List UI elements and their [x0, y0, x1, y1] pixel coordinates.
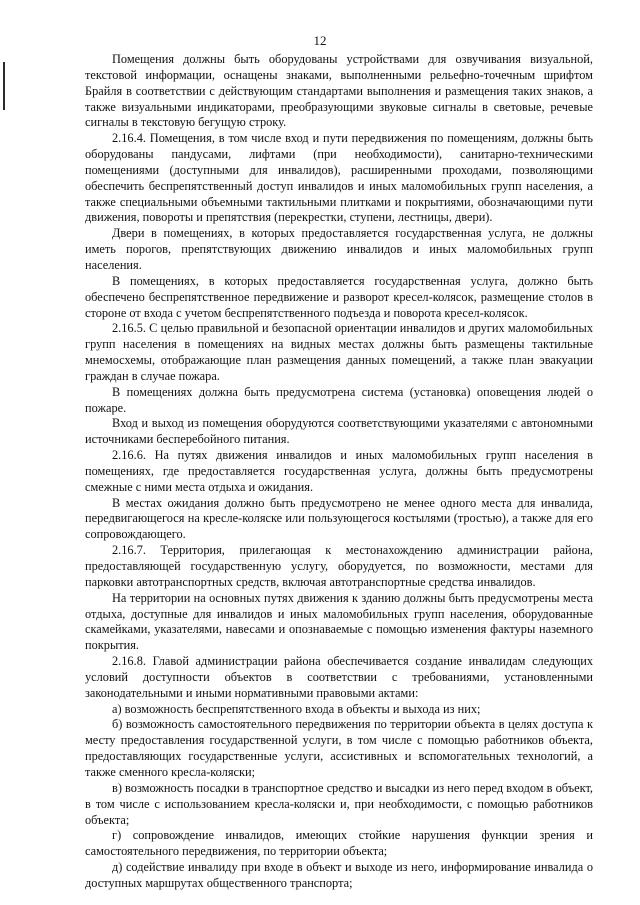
page-number: 12: [313, 33, 327, 48]
list-item-v: в) возможность посадки в транспортное средство и высадки из него перед входом в объект, в том числе с использованием кресла-коляски и, при необходимости, с помощью работников объекта;: [85, 780, 593, 827]
paragraph-2-16-4: 2.16.4. Помещения, в том числе вход и пути передвижения по помещениям, должны быть оборудованы пандусами, лифтами (при необходимости), санитарно-техническими помещениями (доступными для инвалидов), расширенными проходами, позволяющими обеспечить беспрепятственный доступ инвалидов и иных маломобильных групп населения, а также специальными объемными тактильными плитками и покрытиями, обозначающими пути движения, повороты и препятствия (перекрестки, ступени, лестницы, двери).: [85, 131, 593, 225]
list-item-a: а) возможность беспрепятственного входа в объекты и выхода из них;: [112, 701, 481, 716]
list-item-d: д) содействие инвалиду при входе в объект и выходе из него, информирование инвалида о доступных маршрутах общественного транспорта;: [85, 860, 593, 890]
list-item-b: б) возможность самостоятельного передвижения по территории объекта в целях доступа к месту предоставления государственной услуги, в том числе с помощью работников объекта, предоставляющих государственные услуги, ассистивных и вспомогательных технологий, а также сменного кресла-коляски;: [85, 717, 593, 779]
paragraph-2-16-7: 2.16.7. Территория, прилегающая к местонахождению администрации района, предоставляющей государственную услугу, оборудуется, по возможности, местами для парковки автотранспортных средств, включая автотранспортные средства инвалидов.: [85, 543, 593, 589]
list-item-g: г) сопровождение инвалидов, имеющих стойкие нарушения функции зрения и самостоятельного передвижения, по территории объекта;: [85, 828, 593, 859]
paragraph-2-16-6: 2.16.6. На путях движения инвалидов и иных маломобильных групп населения в помещениях, где предоставляется государственная услуга, должны быть предусмотрены смежные с ними места отдыха и ожидания.: [85, 448, 593, 494]
paragraph-doors: Двери в помещениях, в которых предоставляется государственная услуга, не должны иметь порогов, препятствующих движению инвалидов и иных маломобильных групп населения.: [85, 226, 593, 272]
paragraph-2-16-5: 2.16.5. С целью правильной и безопасной ориентации инвалидов и других маломобильных групп населения в помещениях на видных местах должны быть размещены тактильные мнемосхемы, отображающие план размещения данных помещений, а также план эвакуации граждан в случае пожара.: [85, 321, 593, 383]
paragraph-fire-alarm: В помещениях должна быть предусмотрена система (установка) оповещения людей о пожаре.: [85, 384, 593, 415]
paragraph-wheelchair-movement: В помещениях, в которых предоставляется государственная услуга, должно быть обеспечено беспрепятственное передвижение и разворот кресел-колясок, размещение столов в стороне от входа с учетом беспрепятственного подъезда и поворота кресел-колясок.: [85, 273, 593, 320]
margin-scan-mark: [3, 62, 5, 110]
paragraph-rest-places: На территории на основных путях движения к зданию должны быть предусмотрены места отдыха, доступные для инвалидов и иных маломобильных групп населения, оборудованные скамейками, указателями, навесами и опознаваемые с помощью изменения фактуры наземного покрытия.: [85, 590, 593, 653]
paragraph-waiting-places: В местах ожидания должно быть предусмотрено не менее одного места для инвалида, передвигающегося на кресле-коляске или пользующегося костылями (тростью), а также для его сопровождающего.: [85, 495, 593, 542]
paragraph-entrance-signs: Вход и выход из помещения оборудуются соответствующими указателями с автономными источниками бесперебойного питания.: [85, 416, 593, 447]
document-body: [85, 52, 593, 892]
paragraph-announcement-devices: Помещения должны быть оборудованы устройствами для озвучивания визуальной, текстовой информации, оснащены знаками, выполненными рельефно-точечным шрифтом Брайля в соответствии с действующим стандартами выполнения и размещения таких знаков, а также визуальными индикаторами, преобразующими звуковые сигналы в световые, речевые сигналы в текстовую бегущую строку.: [85, 52, 593, 130]
paragraph-2-16-8: 2.16.8. Главой администрации района обеспечивается создание инвалидам следующих условий доступности объектов в соответствии с требованиями, установленными законодательными и иными нормативными правовыми актами:: [85, 654, 593, 700]
